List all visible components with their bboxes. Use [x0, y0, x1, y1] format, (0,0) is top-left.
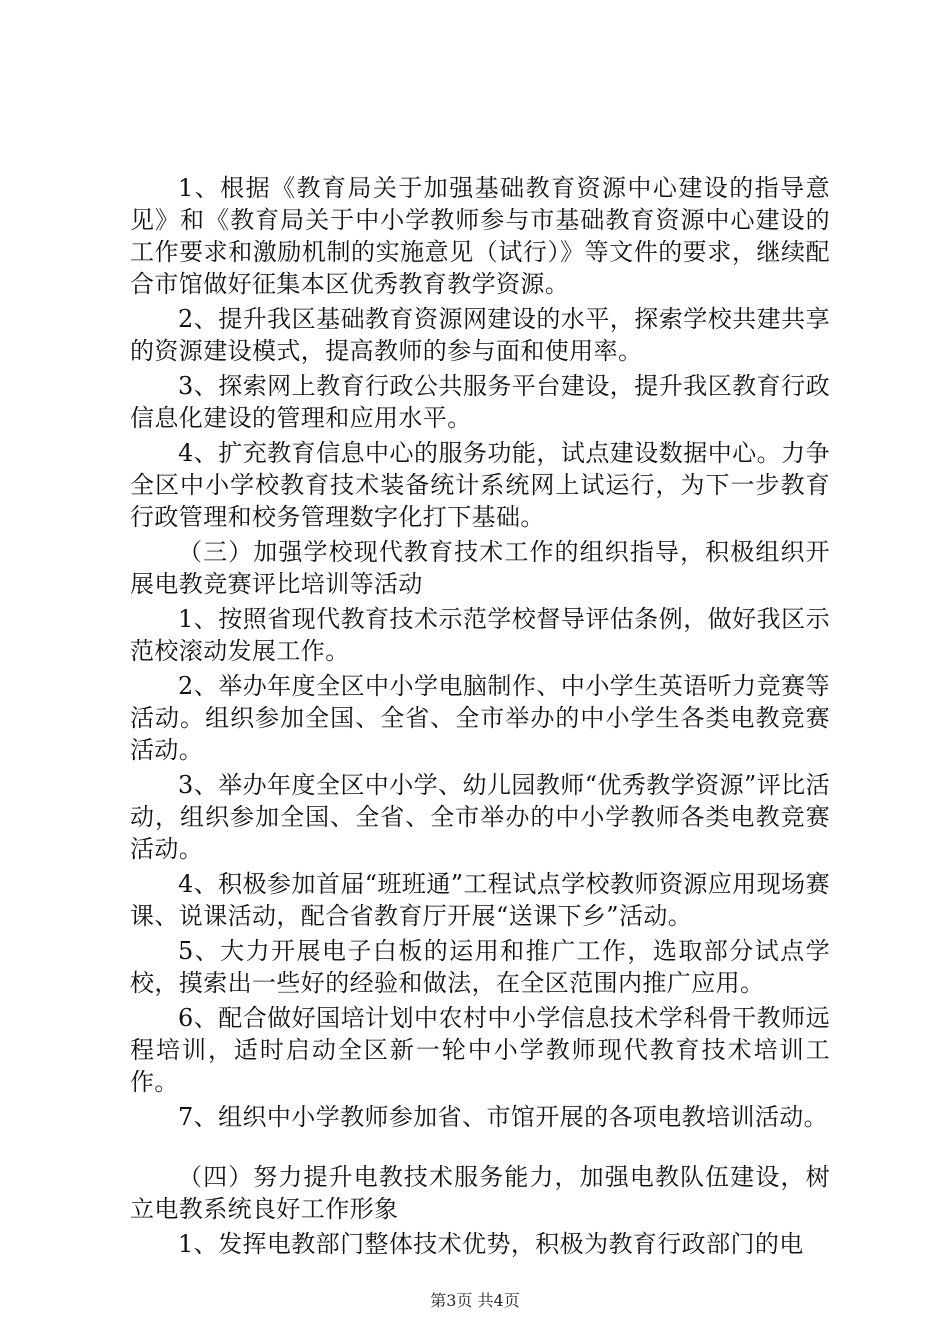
section-heading-3: （三）加强学校现代教育技术工作的组织指导，积极组织开展电教竞赛评比培训等活动: [130, 538, 830, 598]
paragraph-item-3: 3、探索网上教育行政公共服务平台建设，提升我区教育行政信息化建设的管理和应用水平。: [130, 372, 830, 432]
paragraph-item-2: 2、提升我区基础教育资源网建设的水平，探索学校共建共享的资源建设模式，提高教师的参与面和使用率。: [130, 305, 830, 365]
paragraph-item-3b: 3、举办年度全区中小学、幼儿园教师“优秀教学资源”评比活动，组织参加全国、全省、全市举办的中小学教师各类电教竞赛活动。: [130, 771, 830, 863]
section-heading-4: （四）努力提升电教技术服务能力，加强电教队伍建设，树立电教系统良好工作形象: [130, 1163, 830, 1223]
paragraph-item-6b: 6、配合做好国培计划中农村中小学信息技术学科骨干教师远程培训，适时启动全区新一轮中小学教师现代教育技术培训工作。: [130, 1004, 830, 1096]
paragraph-item-4: 4、扩充教育信息中心的服务功能，试点建设数据中心。力争全区中小学校教育技术装备统计系统网上试运行，为下一步教育行政管理和校务管理数字化打下基础。: [130, 439, 830, 531]
paragraph-item-1: 1、根据《教育局关于加强基础教育资源中心建设的指导意见》和《教育局关于中小学教师参与市基础教育资源中心建设的工作要求和激励机制的实施意见（试行）》等文件的要求，继续配合市馆做好征集本区优秀教育教学资源。: [130, 174, 830, 298]
paragraph-item-1b: 1、按照省现代教育技术示范学校督导评估条例，做好我区示范校滚动发展工作。: [130, 605, 830, 665]
document-body: [130, 172, 830, 1263]
page-footer: [0, 1290, 950, 1312]
paragraph-item-5b: 5、大力开展电子白板的运用和推广工作，选取部分试点学校，摸索出一些好的经验和做法，在全区范围内推广应用。: [130, 937, 830, 997]
paragraph-item-4b: 4、积极参加首届“班班通”工程试点学校教师资源应用现场赛课、说课活动，配合省教育厅开展“送课下乡”活动。: [130, 870, 830, 930]
paragraph-item-1c: 1、发挥电教部门整体技术优势，积极为教育行政部门的电: [178, 1230, 804, 1258]
paragraph-item-7b: 7、组织中小学教师参加省、市馆开展的各项电教培训活动。: [178, 1103, 829, 1131]
paragraph-item-2b: 2、举办年度全区中小学电脑制作、中小学生英语听力竞赛等活动。组织参加全国、全省、全市举办的中小学生各类电教竞赛活动。: [130, 672, 830, 764]
page-number-label: 第3页 共4页: [430, 1291, 520, 1310]
